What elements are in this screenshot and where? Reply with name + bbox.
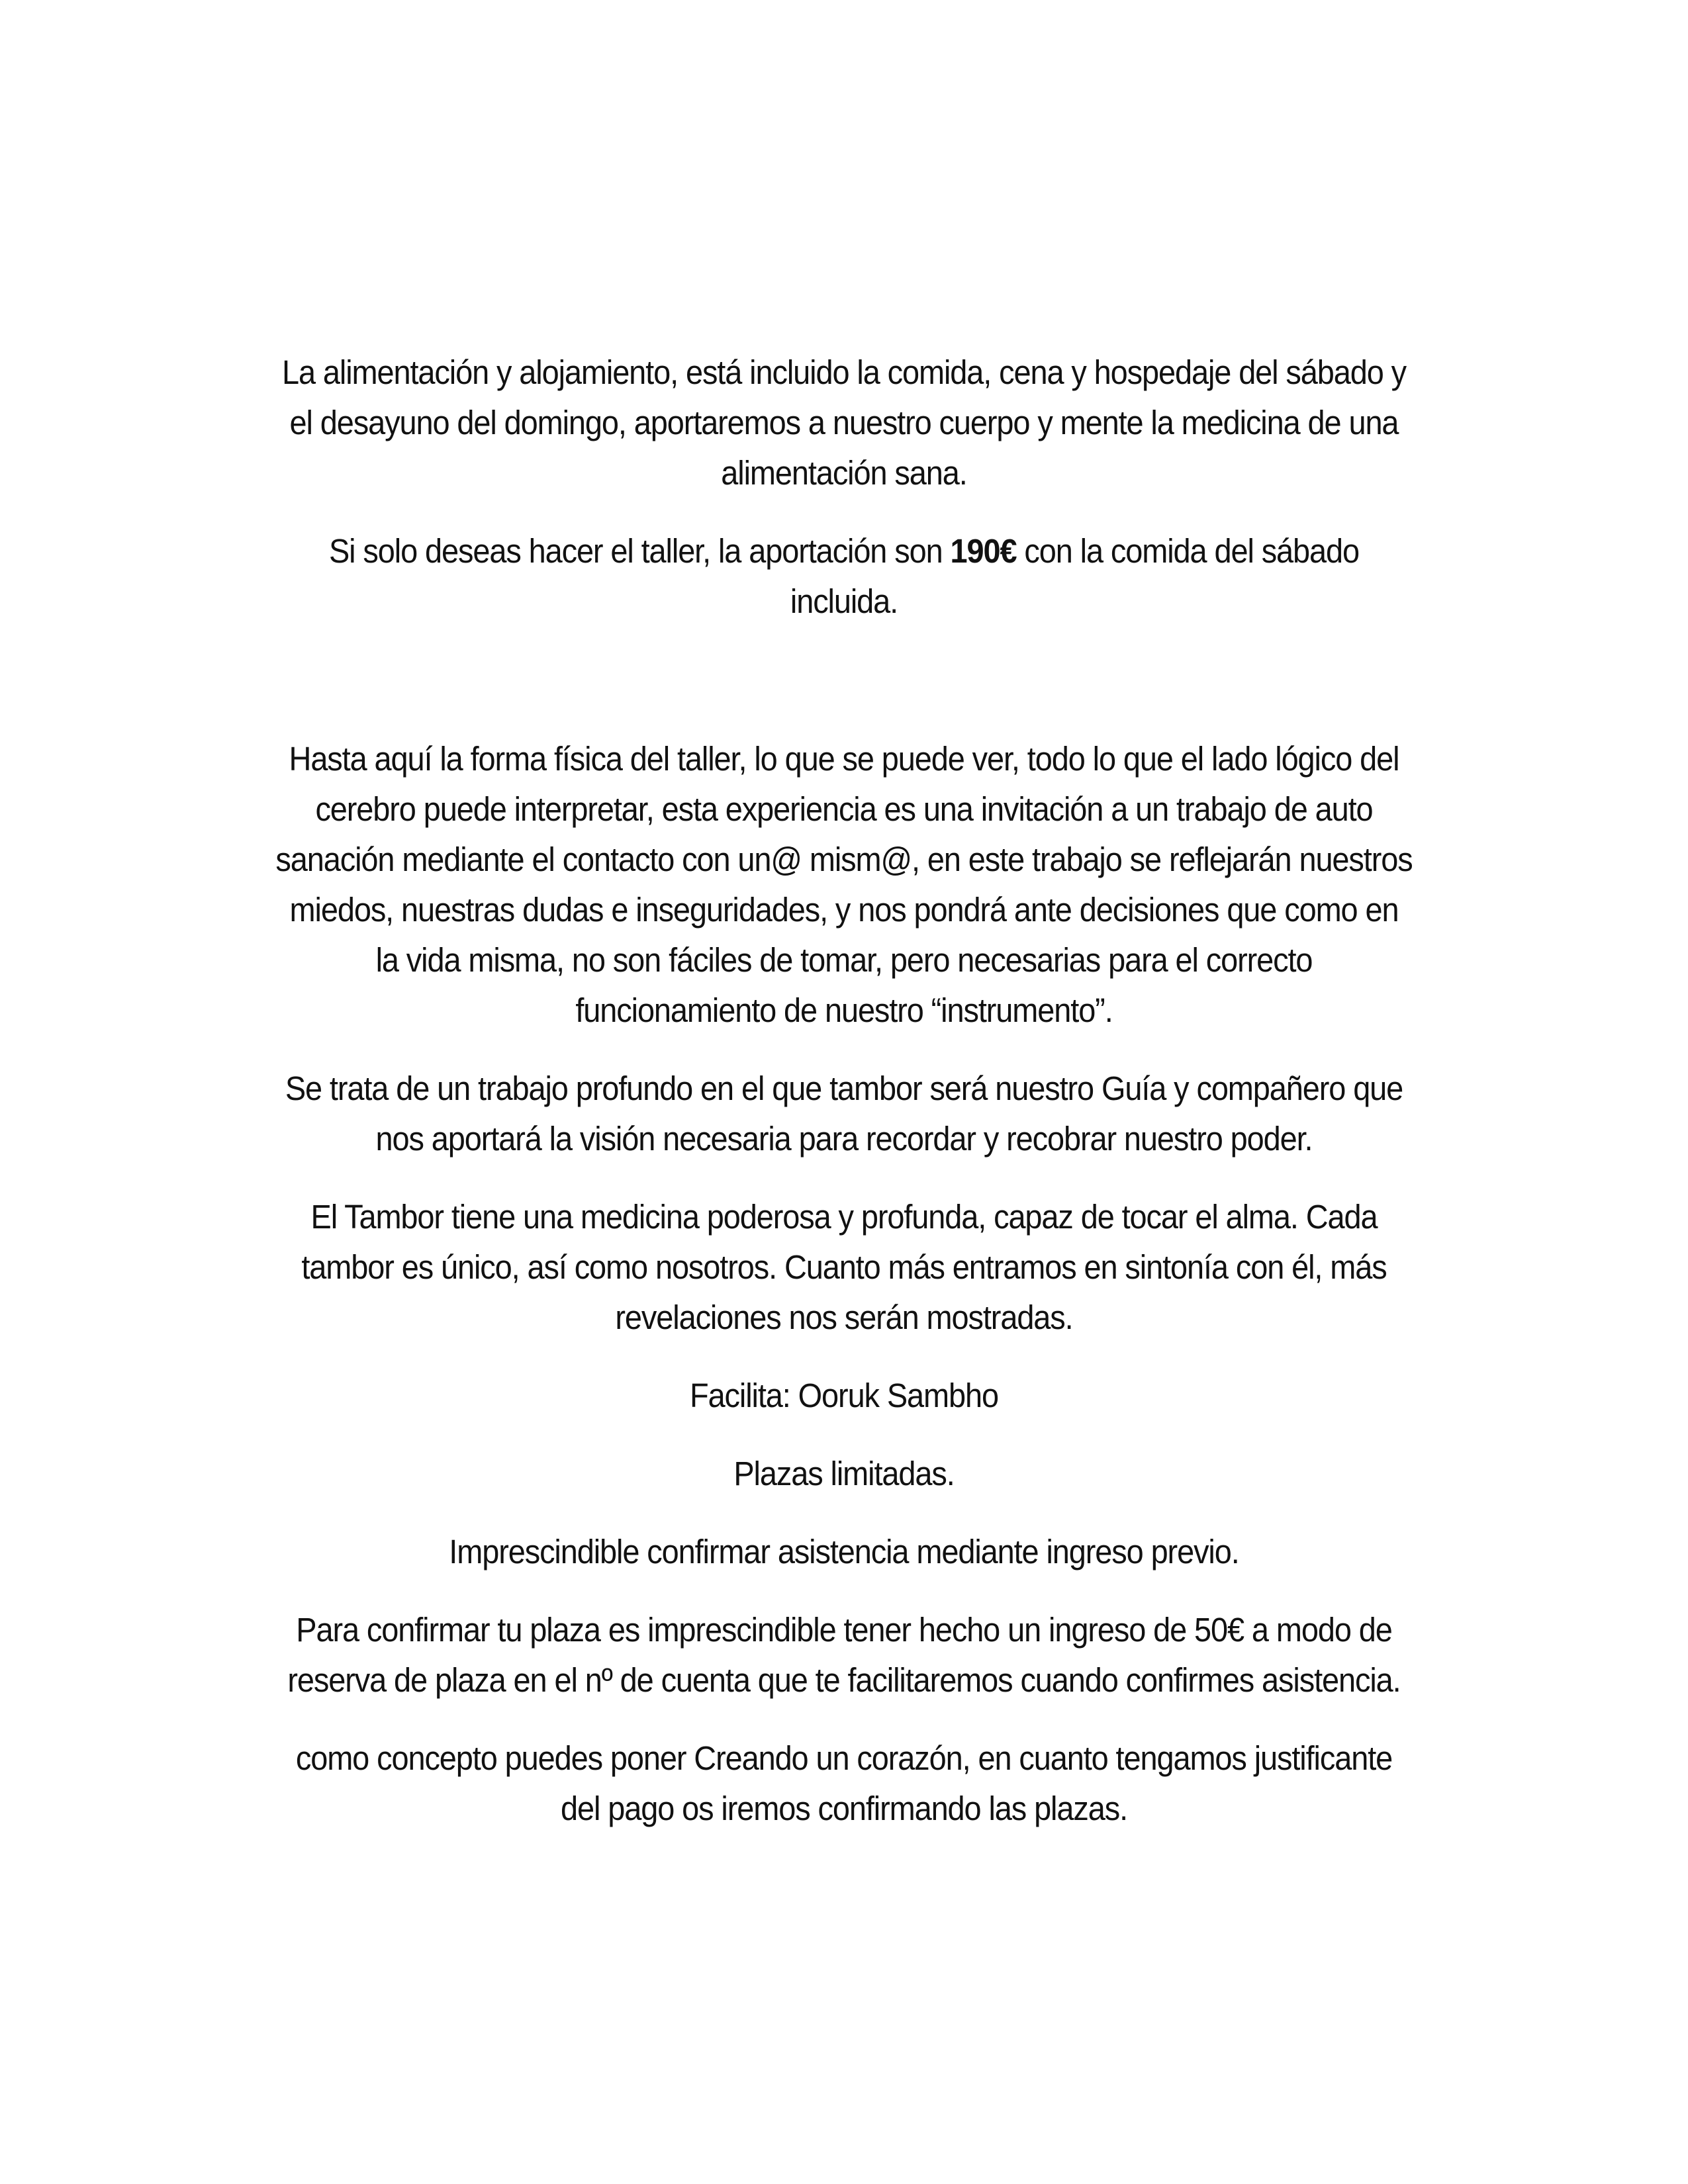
price-text-before: Si solo deseas hacer el taller, la aportación son — [328, 532, 951, 570]
paragraph-confirm-attendance: Imprescindible confirmar asistencia mediante ingreso previo. — [449, 1533, 1239, 1570]
document-body — [275, 347, 1413, 1862]
paragraph-physical-form: Hasta aquí la forma física del taller, lo que se puede ver, todo lo que el lado lógico del cerebro puede interpretar, esta experiencia es una invitación a un trabajo de auto sanación mediante el contacto con un@ mism@, en este trabajo se reflejarán nuestros miedos, nuestras dudas e inseguridades, y nos pondrá ante decisiones que como en la vida misma, no son fáciles de tomar, pero necesarias para el correcto funcionamiento de nuestro “instrumento”. — [275, 740, 1413, 1029]
price-amount: 190€ — [950, 532, 1017, 570]
paragraph-payment-concept: como concepto puedes poner Creando un corazón, en cuanto tengamos justificante del pago os iremos confirmando las plazas. — [295, 1739, 1393, 1827]
paragraph-drum-medicine: El Tambor tiene una medicina poderosa y profunda, capaz de tocar el alma. Cada tambor es único, así como nosotros. Cuanto más entramos en sintonía con él, más revelaciones nos serán mostradas. — [301, 1198, 1387, 1336]
paragraph-limited-places: Plazas limitadas. — [733, 1455, 955, 1492]
paragraph-taller-price — [275, 526, 1413, 627]
paragraph-deposit: Para confirmar tu plaza es imprescindible tener hecho un ingreso de 50€ a modo de reserva de plaza en el nº de cuenta que te facilitaremos cuando confirmes asistencia. — [287, 1611, 1401, 1699]
paragraph-food-lodging: La alimentación y alojamiento, está incluido la comida, cena y hospedaje del sábado y el desayuno del domingo, aportaremos a nuestro cuerpo y mente la medicina de una alimentación sana. — [281, 353, 1407, 492]
paragraph-facilitator: Facilita: Ooruk Sambho — [690, 1377, 998, 1414]
paragraph-deep-work: Se trata de un trabajo profundo en el que tambor será nuestro Guía y compañero que nos aportará la visión necesaria para recordar y recobrar nuestro poder. — [285, 1069, 1403, 1158]
price-text-after: con la comida del sábado incluida. — [790, 532, 1360, 620]
